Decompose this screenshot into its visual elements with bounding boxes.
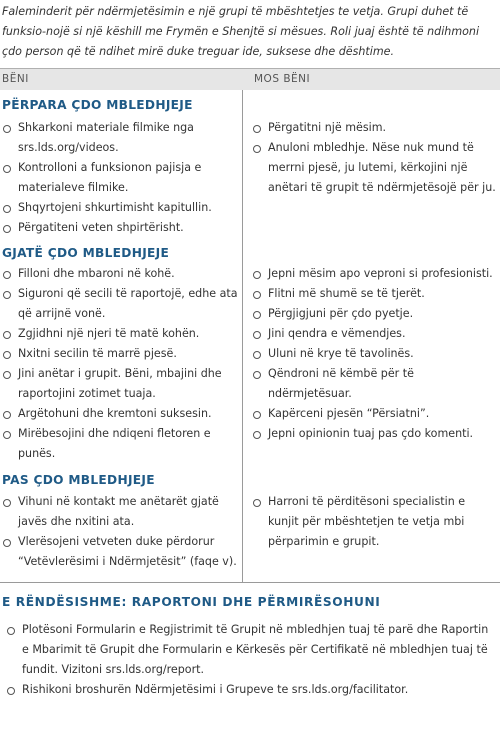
list-item: Filloni dhe mbaroni në kohë. bbox=[2, 264, 238, 284]
section-title-after: PAS ÇDO MBLEDHJEJE bbox=[2, 473, 155, 487]
list-item: Jepni mësim apo veproni si profesionisti. bbox=[252, 264, 498, 284]
list-item: Siguroni që secili të raportojë, edhe ata që arrijnë vonë. bbox=[2, 284, 238, 324]
list-item: Jini qendra e vëmendjes. bbox=[252, 324, 498, 344]
intro-paragraph: Faleminderit për ndërmjetësimin e një grupi të mbështetjes te vetja. Grupi duhet të funksio-nojë si një këshill me Frymën e Shenjtë si mësues. Roli juaj është të ndihmoni çdo person që të ndihet mirë duke treguar ide, suksese dhe dështime. bbox=[2, 5, 480, 58]
list-item: Vlerësojeni vetveten duke përdorur “Vetëvlerësimi i Ndërmjetësit” (faqe v). bbox=[2, 532, 238, 572]
column-header-do: BËNI bbox=[2, 73, 29, 85]
list-item: Shkarkoni materiale filmike nga srs.lds.org/videos. bbox=[2, 118, 238, 158]
section-title-before: PËRPARA ÇDO MBLEDHJEJE bbox=[2, 98, 193, 112]
list-item: Jini anëtar i grupit. Bëni, mbajini dhe raportojini zotimet tuaja. bbox=[2, 364, 238, 404]
remember-list bbox=[6, 620, 496, 700]
list-item: Rishikoni broshurën Ndërmjetësimi i Grupeve te srs.lds.org/facilitator. bbox=[6, 680, 496, 700]
before-do-list bbox=[2, 118, 238, 238]
do-dont-table bbox=[0, 68, 500, 583]
list-item: Përgatitni një mësim. bbox=[252, 118, 498, 138]
table-bottom-rule bbox=[0, 582, 500, 583]
list-item: Zgjidhni një njeri të matë kohën. bbox=[2, 324, 238, 344]
remember-title: E RËNDËSISHME: RAPORTONI DHE PËRMIRËSOHUNI bbox=[2, 595, 381, 609]
list-item: Vihuni në kontakt me anëtarët gjatë javës dhe nxitini ata. bbox=[2, 492, 238, 532]
list-item: Flitni më shumë se të tjerët. bbox=[252, 284, 498, 304]
list-item: Mirëbesojini dhe ndiqeni fletoren e punës. bbox=[2, 424, 238, 464]
list-item: Kapërceni pjesën “Përsiatni”. bbox=[252, 404, 498, 424]
list-item: Shqyrtojeni shkurtimisht kapitullin. bbox=[2, 198, 238, 218]
list-item: Nxitni secilin të marrë pjesë. bbox=[2, 344, 238, 364]
during-do-list bbox=[2, 264, 238, 464]
list-item: Përgjigjuni për çdo pyetje. bbox=[252, 304, 498, 324]
list-item: Plotësoni Formularin e Regjistrimit të Grupit në mbledhjen tuaj të parë dhe Raportin e Mbarimit të Grupit dhe Formularin e Kërkesës për Certifikatë në mbledhjen tuaj të fundit. Vizitoni srs.lds.org/report. bbox=[6, 620, 496, 680]
after-do-list bbox=[2, 492, 238, 572]
list-item: Harroni të përditësoni specialistin e kunjit për mbështetjen te vetja mbi përparimin e grupit. bbox=[252, 492, 498, 552]
list-item: Uluni në krye të tavolinës. bbox=[252, 344, 498, 364]
list-item: Argëtohuni dhe kremtoni suksesin. bbox=[2, 404, 238, 424]
list-item: Përgatiteni veten shpirtërisht. bbox=[2, 218, 238, 238]
before-dont-list bbox=[252, 118, 498, 198]
column-divider bbox=[242, 90, 243, 583]
table-header bbox=[0, 68, 500, 90]
list-item: Jepni opinionin tuaj pas çdo komenti. bbox=[252, 424, 498, 444]
during-dont-list bbox=[252, 264, 498, 444]
list-item: Qëndroni në këmbë për të ndërmjetësuar. bbox=[252, 364, 498, 404]
list-item: Anuloni mbledhje. Nëse nuk mund të merrni pjesë, ju lutemi, kërkojini një anëtari të grupit të ndërmjetësojë për ju. bbox=[252, 138, 498, 198]
section-title-during: GJATË ÇDO MBLEDHJEJE bbox=[2, 246, 170, 260]
after-dont-list bbox=[252, 492, 498, 552]
list-item: Kontrolloni a funksionon pajisja e materialeve filmike. bbox=[2, 158, 238, 198]
column-header-dont: MOS BËNI bbox=[254, 73, 311, 85]
